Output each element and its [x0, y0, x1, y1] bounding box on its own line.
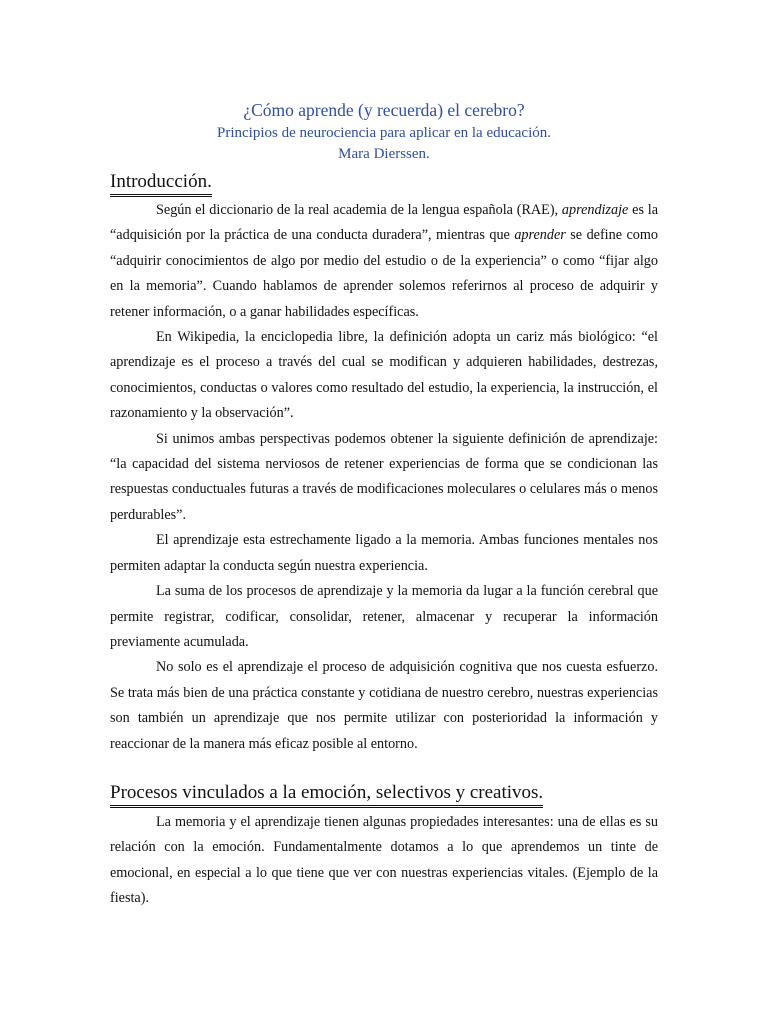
paragraph: La memoria y el aprendizaje tienen algunas propiedades interesantes: una de ellas es su relación con la emoción. Fundamentalmente dotamos a lo que aprendemos un tinte de emocional, en especial a lo que tiene que ver con nuestras experiencias vitales. (Ejemplo de la fiesta).	[110, 814, 658, 907]
document-author: Mara Dierssen.	[338, 146, 430, 162]
paragraph: El aprendizaje esta estrechamente ligado a la memoria. Ambas funciones mentales nos permiten adaptar la conducta según nuestra experiencia.	[110, 532, 658, 574]
section-heading-procesos: Procesos vinculados a la emoción, selectivos y creativos.	[110, 781, 543, 808]
emphasis-term: aprender	[514, 227, 566, 244]
document-subtitle: Principios de neurociencia para aplicar en la educación.	[216, 125, 551, 141]
paragraph-text: es la “adquisición por la práctica de una conducta duradera”, mientras que	[110, 202, 658, 244]
paragraph-text: se define como “adquirir conocimientos de algo por medio del estudio o de la experiencia” o como “fijar algo en la memoria”. Cuando hablamos de aprender solemos referirnos al proceso de adquirir y retener información, o a ganar habilidades específicas.	[110, 227, 658, 320]
paragraph	[110, 198, 658, 325]
document-title: ¿Cómo aprende (y recuerda) el cerebro?	[243, 100, 525, 120]
paragraph-text: Según el diccionario de la real academia de la lengua española (RAE),	[156, 202, 562, 218]
section-heading-introduccion: Introducción.	[110, 170, 212, 197]
paragraph: Si unimos ambas perspectivas podemos obtener la siguiente definición de aprendizaje: “la capacidad del sistema nerviosos de retener experiencias de forma que se condicionan las respuestas conductuales futuras a través de modificaciones moleculares o celulares más o menos perdurables”.	[110, 430, 658, 523]
document-header	[0, 98, 768, 164]
paragraph: No solo es el aprendizaje el proceso de adquisición cognitiva que nos cuesta esfuerzo. Se trata más bien de una práctica constante y cotidiana de nuestro cerebro, nuestras experiencias son también un aprendizaje que nos permite utilizar con posterioridad la información y reaccionar de la manera más eficaz posible al entorno.	[110, 659, 658, 752]
introduccion-body	[110, 198, 658, 757]
paragraph: La suma de los procesos de aprendizaje y la memoria da lugar a la función cerebral que permite registrar, codificar, consolidar, retener, almacenar y recuperar la información previamente acumulada.	[110, 583, 658, 650]
section-introduccion	[110, 170, 658, 197]
emphasis-term: aprendizaje	[561, 202, 629, 218]
procesos-body	[110, 810, 658, 912]
section-procesos	[110, 781, 658, 808]
paragraph: En Wikipedia, la enciclopedia libre, la definición adopta un cariz más biológico: “el aprendizaje es el proceso a través del cual se modifican y adquieren habilidades, destrezas, conocimientos, conductas o valores como resultado del estudio, la experiencia, la instrucción, el razonamiento y la observación”.	[110, 329, 658, 422]
